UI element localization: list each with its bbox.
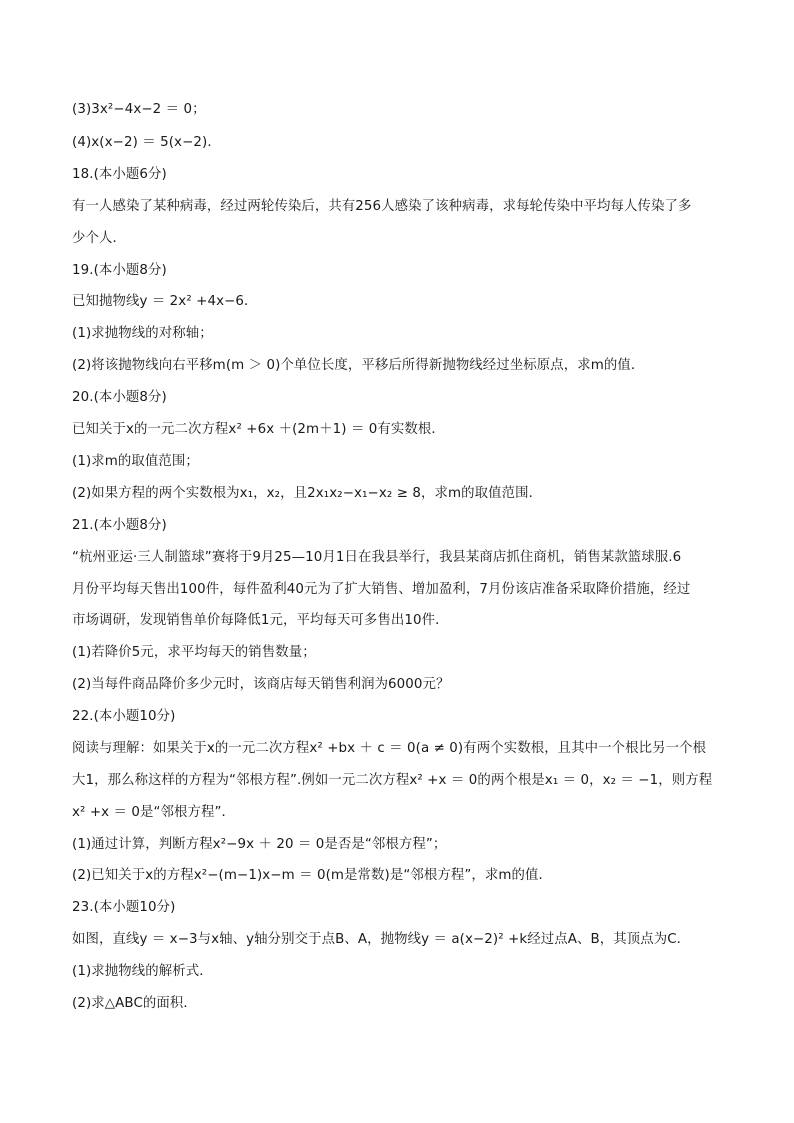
problem-18-text-line-2: 少个人． (72, 231, 126, 246)
problem-20-stem: 已知关于x的一元二次方程x² +6x ＋(2m＋1) ＝ 0有实数根． (72, 422, 445, 437)
problem-20-header: 20.(本小题8分) (72, 390, 167, 405)
problem-21-header: 21.(本小题8分) (72, 518, 167, 533)
problem-22-part-2: (2)已知关于x的方程x²−(m−1)x−m ＝ 0(m是常数)是“邻根方程”，求m的值． (72, 868, 552, 883)
problem-22-part-1: (1)通过计算，判断方程x²−9x ＋ 20 ＝ 0是否是“邻根方程”； (72, 837, 447, 852)
problem-22-text-line-3: x² +x ＝ 0是“邻根方程”． (72, 805, 236, 820)
problem-19-header: 19.(本小题8分) (72, 263, 167, 278)
problem-21-part-1: (1)若降价5元，求平均每天的销售数量； (72, 645, 316, 660)
problem-19-stem: 已知抛物线y ＝ 2x² +4x−6． (72, 294, 258, 309)
problem-23-header: 23.(本小题10分) (72, 900, 176, 915)
problem-20-part-2: (2)如果方程的两个实数根为x₁，x₂，且2x₁x₂−x₁−x₂ ≥ 8，求m的取值范围． (72, 486, 543, 501)
problem-22-text-line-1: 阅读与理解：如果关于x的一元二次方程x² +bx ＋ c ＝ 0(a ≠ 0)有两个实数根，且其中一个根比另一个根 (72, 741, 707, 756)
problem-21-text-line-3: 市场调研，发现销售单价每降低1元，平均每天可多售出10件． (72, 613, 449, 628)
problem-18-text-line-1: 有一人感染了某种病毒，经过两轮传染后，共有256人感染了该种病毒，求每轮传染中平均每人传染了多 (72, 199, 692, 214)
problem-21-part-2: (2)当每件商品降价多少元时，该商店每天销售利润为6000元？ (72, 677, 450, 692)
problem-21-text-line-2: 月份平均每天售出100件，每件盈利40元为了扩大销售、增加盈利，7月份该店准备采取降价措施，经过 (72, 582, 691, 597)
problem-19-part-2: (2)将该抛物线向右平移m(m ＞ 0)个单位长度，平移后所得新抛物线经过坐标原点，求m的值． (72, 358, 645, 373)
problem-19-part-1: (1)求抛物线的对称轴； (72, 326, 213, 341)
problem-23-part-1: (1)求抛物线的解析式． (72, 964, 213, 979)
problem-22-header: 22.(本小题10分) (72, 709, 176, 724)
problem-18-header: 18.(本小题6分) (72, 167, 167, 182)
problem-17-part-4: (4)x(x−2) ＝ 5(x−2)． (72, 135, 221, 150)
problem-21-text-line-1: “杭州亚运·三人制篮球”赛将于9月25—10月1日在我县举行，我县某商店抓住商机，销售某款篮球服.6 (72, 550, 682, 565)
problem-17-part-3: (3)3x²−4x−2 ＝ 0； (72, 102, 206, 117)
problem-22-text-line-2: 大1，那么称这样的方程为“邻根方程”.例如一元二次方程x² +x ＝ 0的两个根是x₁ ＝ 0，x₂ ＝ −1，则方程 (72, 773, 713, 788)
problem-20-part-1: (1)求m的取值范围； (72, 454, 199, 469)
problem-23-stem: 如图，直线y ＝ x−3与x轴、y轴分别交于点B、A，抛物线y ＝ a(x−2)² +k经过点A、B，其顶点为C． (72, 932, 691, 947)
problem-23-part-2: (2)求△ABC的面积． (72, 996, 197, 1011)
